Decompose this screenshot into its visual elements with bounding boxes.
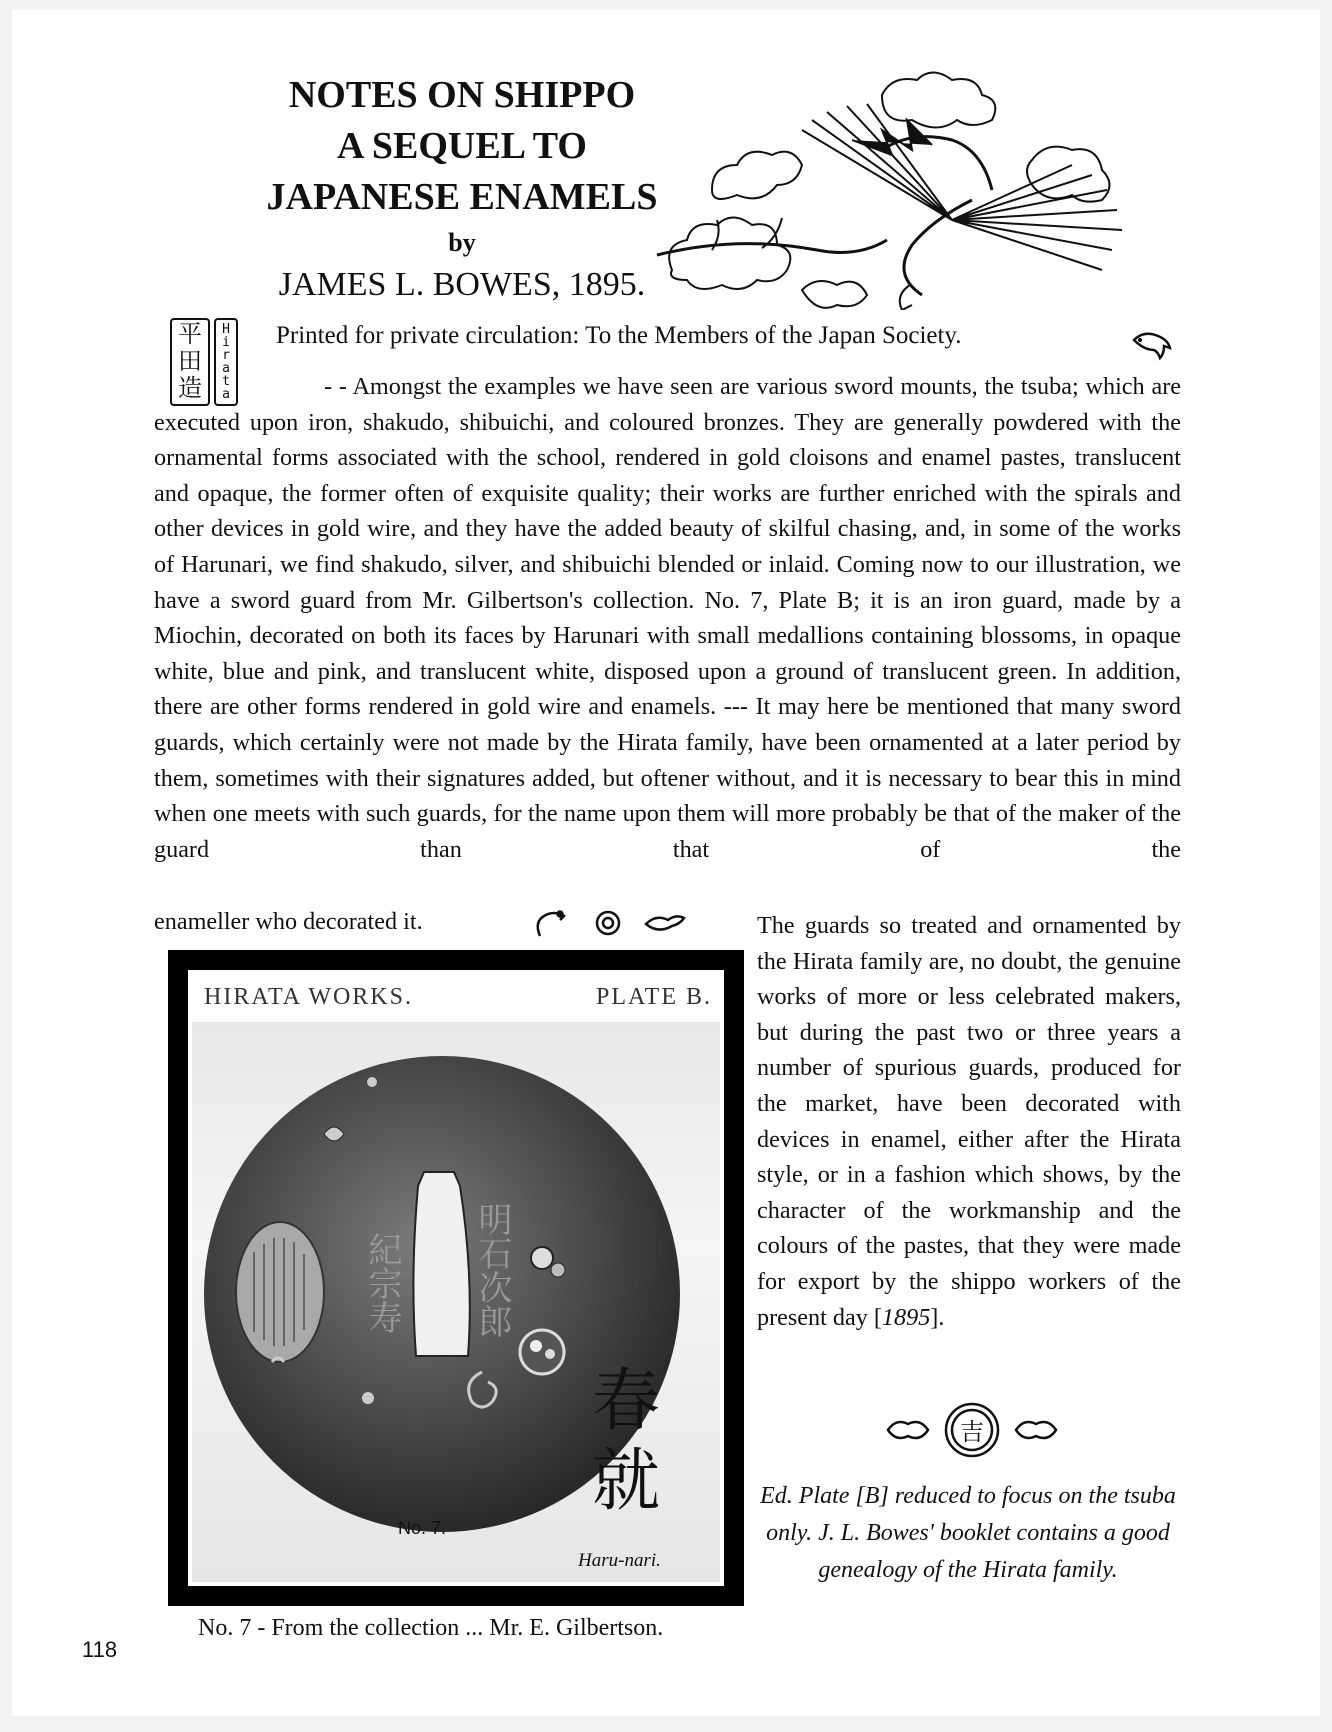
- body-last-line: enameller who decorated it.: [154, 908, 423, 935]
- subtitle: Printed for private circulation: To the Members of the Japan Society.: [276, 322, 962, 349]
- plate-b-frame: [168, 950, 744, 1606]
- signature-romaji: Haru-nari.: [578, 1550, 661, 1571]
- plate-caption: No. 7 - From the collection ... Mr. E. Gilbertson.: [198, 1615, 664, 1641]
- seal-kanji-3: 造: [178, 376, 202, 402]
- right-column-text: [757, 908, 1181, 1335]
- plate-b: [188, 970, 724, 1586]
- fish-ornament-icon: [1130, 326, 1174, 362]
- right-column-end: ].: [930, 1303, 945, 1331]
- signature-kanji-2: 就: [592, 1442, 661, 1521]
- crane-illustration: [652, 70, 1152, 310]
- title-line-2: A SEQUEL TO: [337, 125, 587, 167]
- page-number: 118: [82, 1637, 118, 1662]
- ornament-cluster: [882, 1400, 1062, 1460]
- plate-left-header: HIRATA WORKS.: [204, 984, 413, 1010]
- right-column-year: 1895: [881, 1303, 931, 1331]
- body-paragraph: - - Amongst the examples we have seen are various sword mounts, the tsuba; which are executed upon iron, shakudo, shibuichi, and coloured bronzes. They are generally powdered with the ornamental forms associated with the school, rendered in gold cloisons and enamel pastes, translucent and opaque, the former often of exquisite quality; their works are further enriched with the spirals and other devices in gold wire, and they have the added beauty of skilful chasing, and, in some of the works of Harunari, we find shakudo, silver, and shibuichi blended or inlaid. Coming now to our illustration, we have a sword guard from Mr. Gilbertson's collection. No. 7, Plate B; it is an iron guard, made by a Miochin, decorated on both its faces by Harunari with small medallions containing blossoms, in opaque white, blue and pink, and translucent white, disposed upon a ground of translucent green. In addition, there are other forms rendered in gold wire and enamels. --- It may here be mentioned that many sword guards, which certainly were not made by the Hirata family, have been ornamented at a later period by them, sometimes with their signatures added, but oftener without, and it is necessary to bear this in mind when one meets with such guards, for the name upon them will more probably be that of the maker of the guard than that of the: [154, 373, 1181, 863]
- seal-kanji-1: 平: [178, 322, 202, 348]
- right-column-body: The guards so treated and ornamented by the Hirata family are, no doubt, the genuine works of more or less celebrated makers, but during the past two or three years a number of spurious guards, produced for the market, have been decorated with devices in enamel, either after the Hirata style, or in a fashion which shows, by the character of the workmanship and the colours of the pastes, that they were made for export by the shippo workers of the present day [: [757, 912, 1181, 1331]
- tsuba-photo: [192, 1022, 720, 1582]
- title-block: [202, 70, 722, 223]
- author: JAMES L. BOWES, 1895.: [278, 266, 646, 303]
- plate-right-header: PLATE B.: [595, 984, 712, 1010]
- signature-kanji: [592, 1362, 660, 1522]
- engraving-left: 紀宗寿: [362, 1232, 402, 1334]
- title-line-3: JAPANESE ENAMELS: [266, 176, 658, 218]
- plate-number-label: No. 7.: [398, 1518, 447, 1538]
- editor-note: Ed. Plate [B] reduced to focus on the tsuba only. J. L. Bowes' booklet contains a good genealogy of the Hirata family.: [760, 1483, 1176, 1583]
- ornament-row-icon: [530, 906, 690, 940]
- signature-kanji-1: 春: [592, 1362, 661, 1441]
- seal-romaji: Hirata: [218, 322, 234, 400]
- seal-glyph: 吉: [960, 1418, 984, 1446]
- engraving-right: 明石次郎: [472, 1202, 512, 1338]
- document-page: [12, 10, 1320, 1716]
- byline: by: [448, 228, 476, 257]
- seal-kanji-2: 田: [178, 349, 202, 375]
- title-line-1: NOTES ON SHIPPO: [288, 74, 636, 116]
